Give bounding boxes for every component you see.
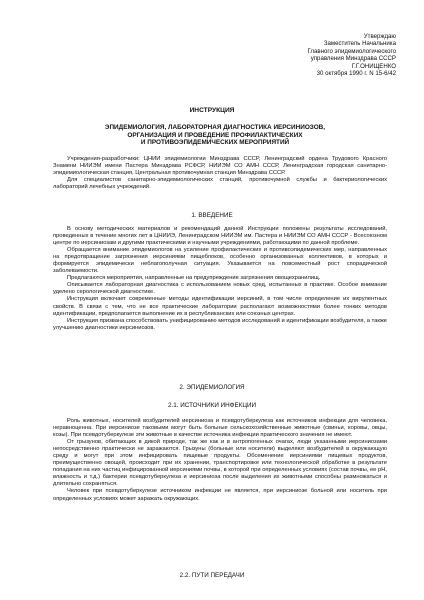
approval-line: Утверждаю xyxy=(363,33,396,40)
intro-paragraph: Описывается лабораторная диагностика с использованием новых сред, испытанных в практике. Особое внимание уделено серологической диагностике. xyxy=(53,282,387,296)
approval-line: Г.Г.ОНИЩЕНКО xyxy=(351,62,396,70)
title-line: ЭПИДЕМИОЛОГИЯ, ЛАБОРАТОРНАЯ ДИАГНОСТИКА ИЕРСИНИОЗОВ, xyxy=(104,124,326,131)
document-title xyxy=(70,124,360,147)
subsection-heading-routes: 2.2. ПУТИ ПЕРЕДАЧИ xyxy=(179,572,245,579)
developers-paragraph: Учреждения-разработчики: ЦНИИ эпидемиологии Минздрава СССР, Ленинградский ордена Трудового Красного Знамени НИИЭМ имени Пастера Минздрава РСФСР, НИИЭМ СО АМН СССР, Ленинградская городская санитарно-эпидемиологическая станция, Центральная противочумная станция Минздрава СССР. xyxy=(53,156,387,177)
developers-block xyxy=(53,156,387,191)
intro-block xyxy=(53,226,387,332)
section-heading-intro: 1. ВВЕДЕНИЕ xyxy=(191,212,233,219)
approval-block xyxy=(226,33,396,77)
intro-paragraph: Инструкция призвана способствовать унифицированию методов исследований и идентификации возбудителя, а также улучшению диагностики иерсиниозов. xyxy=(53,317,387,331)
sources-paragraph: От грызунов, обитающих в дикой природе, так же как и в антропогенных очагах, люди указанными иерсиниозами непосредственно практически не заражаются. Грызуны (больные или носители) выделяют возбудителей в окружающую среду и могут при этом инфицировать пищевые продукты. Обсеменение иерсиниями пищевых продуктов, преимущественно овощей, происходит при их хранении, транспортировке или технологической обработке в результате попадания на них частиц инфицированной иерсиниями почвы, в которой при определенных условиях (состав почвы, ее pH, влажность и т.д.) бактерии псевдотуберкулеза и иерсиниоза после выделения их животными способны размножаться и длительно сохраняться. xyxy=(53,439,387,488)
approval-line: 30 октября 1990 г. N 15-6/42 xyxy=(316,70,396,78)
title-line: И ПРОТИВОЭПИДЕМИЧЕСКИХ МЕРОПРИЯТИЙ xyxy=(140,139,290,147)
intro-paragraph: В основу методических материалов и рекомендаций данной Инструкции положены результаты исследований, проведенных в течение многих лет в ЦНИИЭ, Ленинградском НИИЭМ им. Пастера и НИИЭМ СО АМН СССР - Всесоюзном центре по иерсиниозам и другими практическими и научными учреждениями, работающими по данной проблеме. xyxy=(53,226,387,247)
sources-paragraph: Роль животных, носителей возбудителей иерсиниоза и псевдотуберкулеза как источников инфекции для человека, неравноценна. При иерсиниозе таковыми могут быть больные сельскохозяйственные животные (свиньи, коровы, овцы, козы). При псевдотуберкулезе эти животные в качестве источника инфекции практического значения не имеют. xyxy=(53,418,387,439)
intro-paragraph: Предлагаются мероприятия, направленные на предупреждение загрязнения овощехранилищ. xyxy=(67,275,321,282)
section-heading-epidemiology: 2. ЭПИДЕМИОЛОГИЯ xyxy=(179,384,245,391)
approval-line: Заместитель Начальника xyxy=(323,40,396,48)
title-line: ОРГАНИЗАЦИЯ И ПРОВЕДЕНИЕ ПРОФИЛАКТИЧЕСКИХ xyxy=(127,131,303,139)
intro-paragraph: Инструкция включает современные методы идентификации иерсиний, в том числе определение их вирулентных свойств. В связи с тем, что не все практические лаборатории располагают возможностями более тонких методов идентификации, предполагается выполнение их в республиканских или союзных центрах. xyxy=(53,296,387,317)
approval-line: управления Минздрава СССР xyxy=(310,55,396,63)
sources-block xyxy=(53,418,387,503)
audience-paragraph: Для специалистов санитарно-эпидемиологических станций, противочумной службы и бактериологических лабораторий лечебных учреждений. xyxy=(53,177,387,191)
document-type-heading: ИНСТРУКЦИЯ xyxy=(189,107,235,114)
approval-line: Главного эпидемиологического xyxy=(307,47,396,55)
sources-paragraph: Человек при псевдотуберкулезе источником инфекции не является, при иерсиниозе больной или носитель при определенных условиях может заражать окружающих. xyxy=(53,488,387,502)
intro-paragraph: Обращается внимание эпидемиологов на усиление профилактических и противоэпидемических мер, направленных на предотвращение загрязнения иерсиниями пищеблоков, особенно организованных коллективов, в которых и формируется эпидемически неблагополучная ситуация. Указывается на повсеместный рост спорадической заболеваемости. xyxy=(53,247,387,275)
subsection-heading-sources: 2.1. ИСТОЧНИКИ ИНФЕКЦИИ xyxy=(167,402,257,409)
